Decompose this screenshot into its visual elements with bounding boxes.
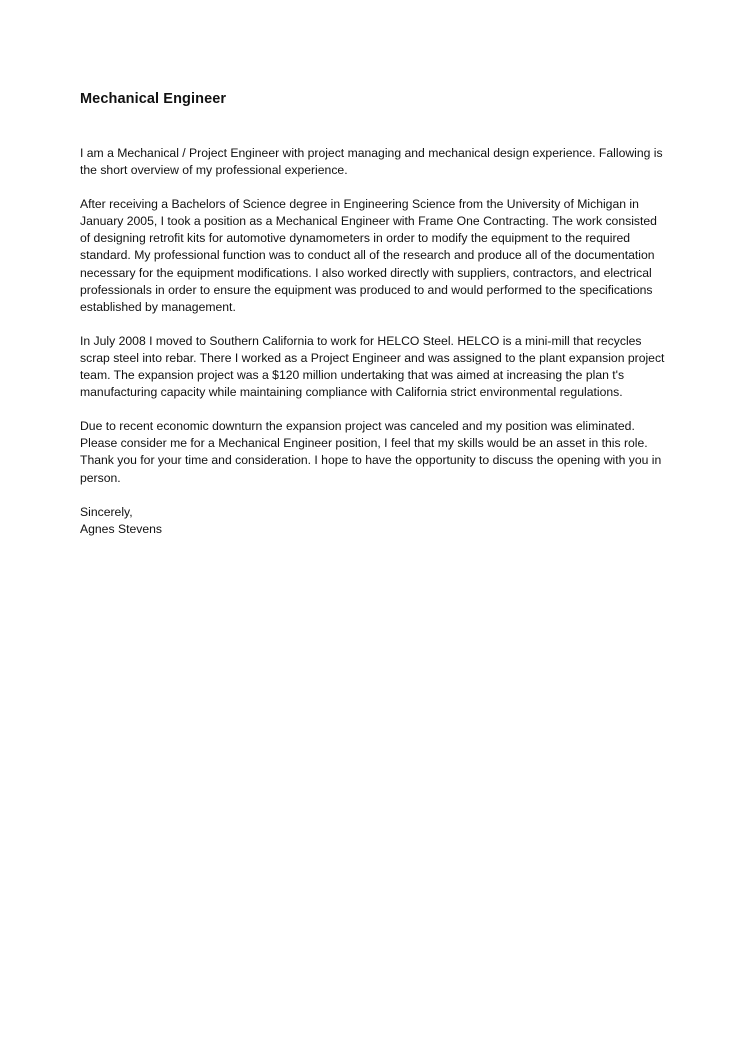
- intro-paragraph: I am a Mechanical / Project Engineer with project managing and mechanical design experience. Fallowing is the short overview of my professional experience.: [80, 146, 663, 178]
- signature-name: Agnes Stevens: [80, 521, 162, 536]
- document-title: Mechanical Engineer: [80, 91, 227, 107]
- education-experience-paragraph: After receiving a Bachelors of Science degree in Engineering Science from the University of Michigan in January 2005, I took a position as a Mechanical Engineer with Frame One Contracting. The work consisted of designing retrofit kits for automotive dynamometers in order to modify the equipment to the required standard. My professional function was to conduct all of the research and produce all of the documentation necessary for the equipment modifications. I also worked directly with suppliers, contractors, and electrical professionals in order to ensure the equipment was produced to and would performed to the specifications established by management.: [80, 197, 657, 314]
- helco-experience-paragraph: In July 2008 I moved to Southern California to work for HELCO Steel. HELCO is a mini-mill that recycles scrap steel into rebar. There I worked as a Project Engineer and was assigned to the plant expansion project team. The expansion project was a $120 million undertaking that was aimed at increasing the plan t's manufacturing capacity while maintaining compliance with California strict environmental regulations.: [80, 333, 665, 400]
- closing-salutation: Sincerely,: [80, 504, 133, 519]
- letter-body: [80, 145, 670, 538]
- signature-block: [80, 504, 670, 538]
- closing-request-paragraph: Due to recent economic downturn the expansion project was canceled and my position was eliminated. Please consider me for a Mechanical Engineer position, I feel that my skills would be an asset in this role. Thank you for your time and consideration. I hope to have the opportunity to discuss the opening with you in person.: [80, 419, 662, 485]
